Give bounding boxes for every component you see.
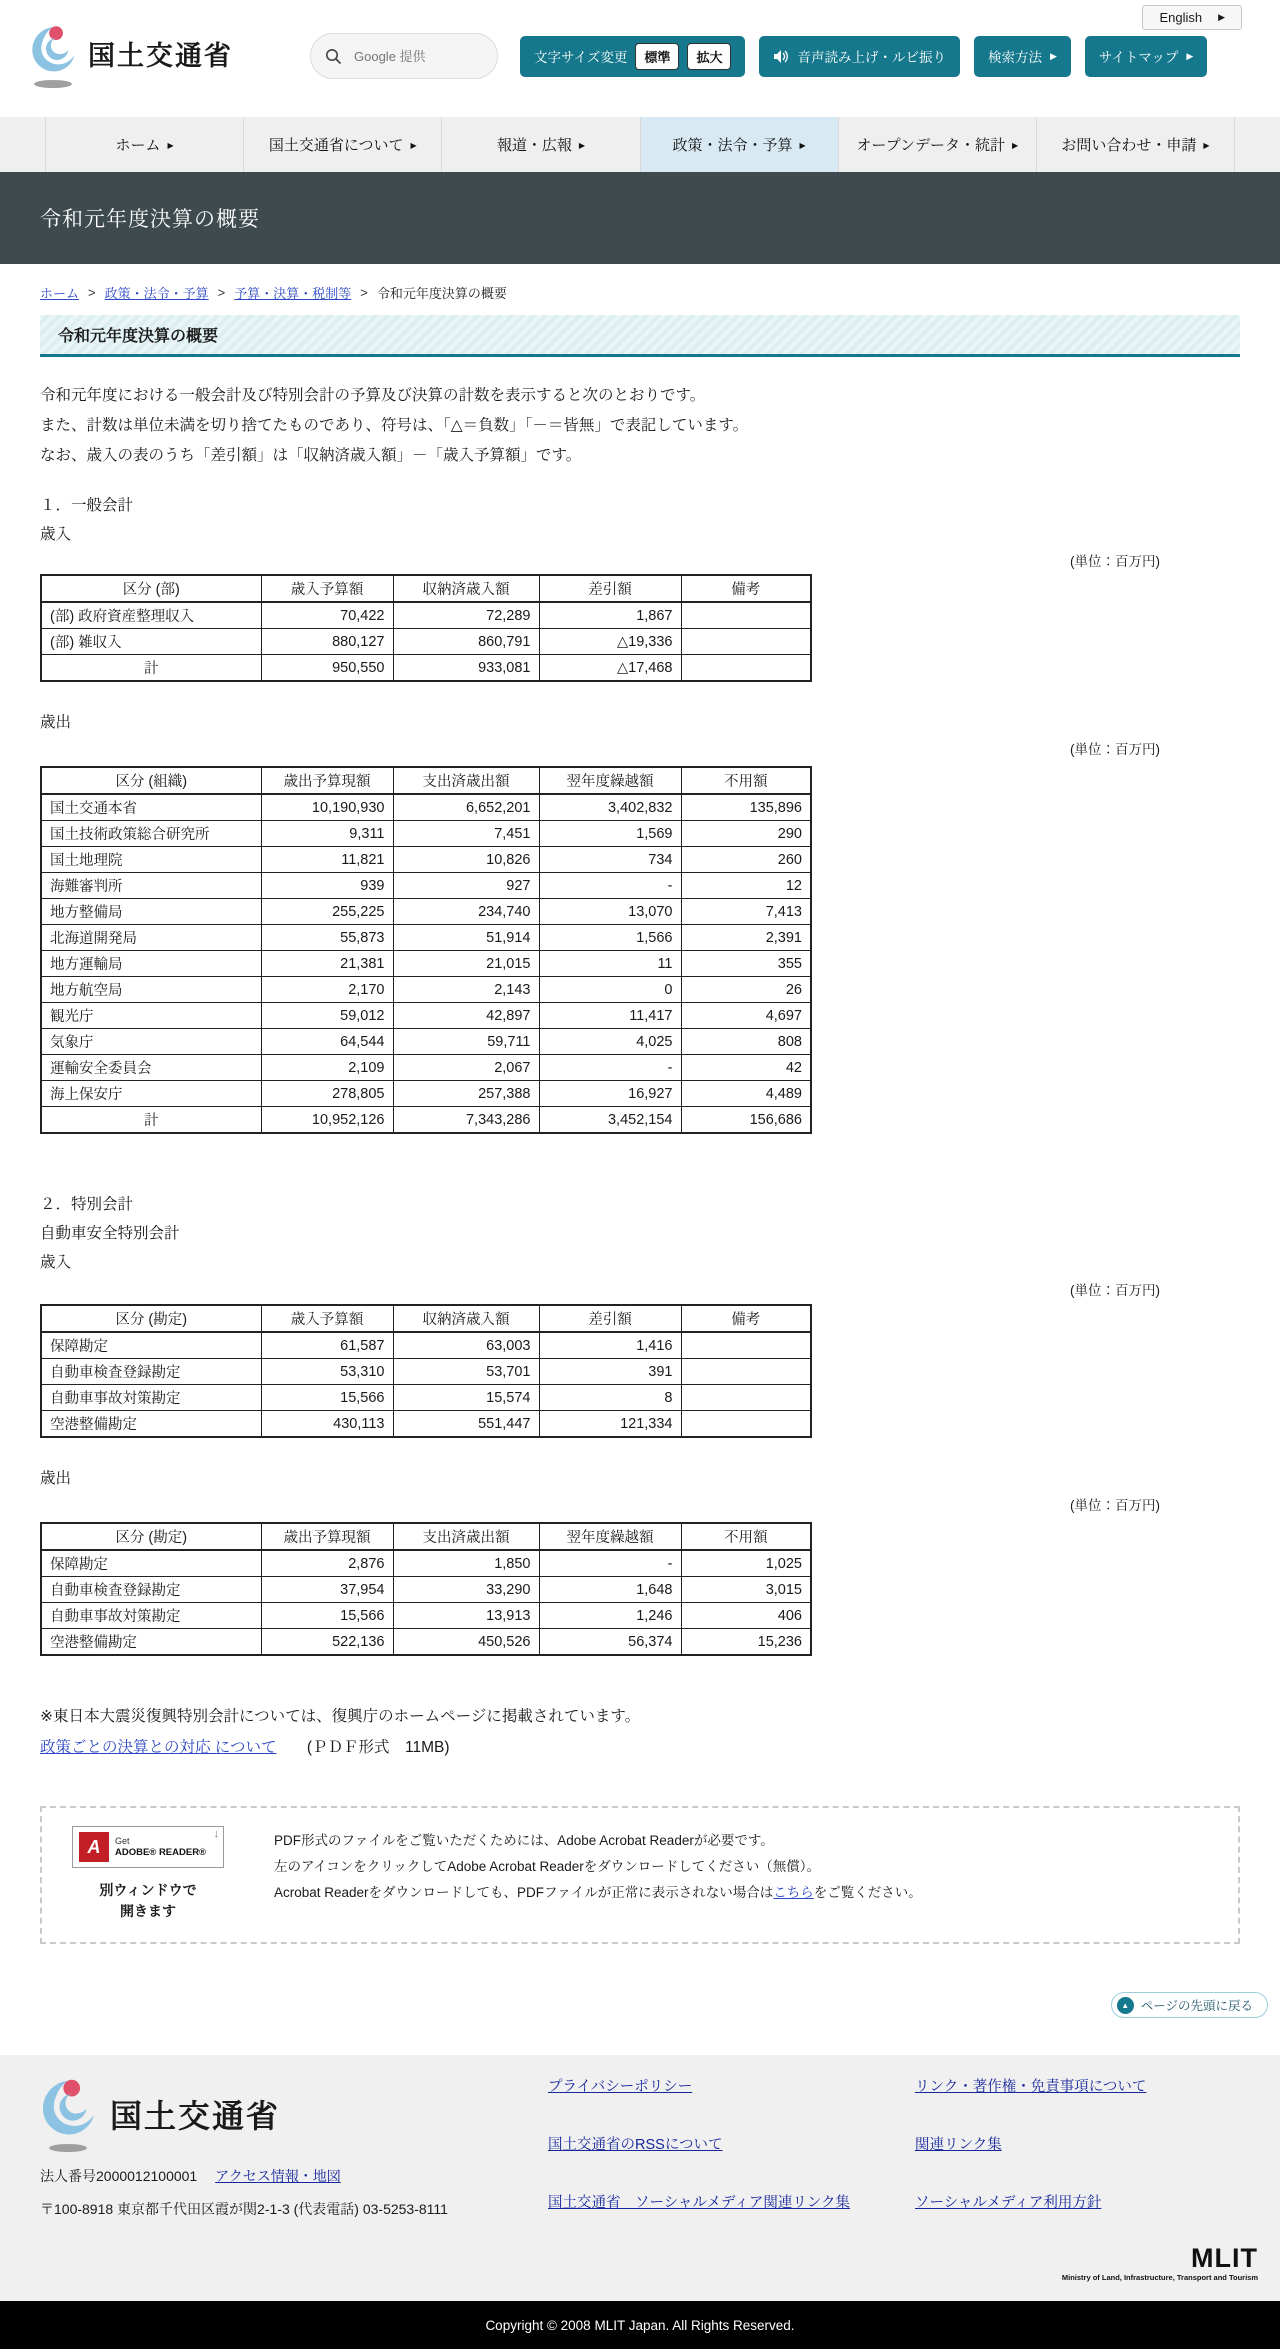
table-row — [41, 1029, 811, 1055]
row-label: 計 — [41, 655, 261, 682]
mlit-wordmark — [1062, 2245, 1258, 2282]
table-cell: 59,711 — [393, 1029, 539, 1055]
table-row — [41, 1332, 811, 1359]
table-cell: 1,025 — [681, 1550, 811, 1577]
special-expenditure-table — [40, 1522, 812, 1656]
row-label: 空港整備勘定 — [41, 1411, 261, 1438]
row-label: 地方整備局 — [41, 899, 261, 925]
chevron-right-icon: ▶ — [1186, 50, 1194, 61]
table-cell: 70,422 — [261, 602, 393, 629]
col-header: 差引額 — [539, 575, 681, 602]
chevron-right-icon: ▶ — [1049, 50, 1057, 61]
table-cell: 734 — [539, 847, 681, 873]
adobe-badge-text — [115, 1836, 206, 1858]
search-method-label: 検索方法 — [987, 50, 1042, 65]
table-cell — [681, 1359, 811, 1385]
table-cell: 21,381 — [261, 951, 393, 977]
col-header: 備考 — [681, 575, 811, 602]
table-cell: 1,569 — [539, 821, 681, 847]
unit-label: (単位：百万円) — [1070, 554, 1160, 569]
logo-shadow — [49, 2144, 87, 2152]
font-size-label: 文字サイズ変更 — [534, 50, 628, 65]
table-row — [41, 951, 811, 977]
table-cell: 10,190,930 — [261, 794, 393, 821]
table-cell: 9,311 — [261, 821, 393, 847]
access-map-link[interactable]: アクセス情報・地図 — [215, 2168, 341, 2184]
special-account-subheading: 自動車安全特別会計 — [40, 1225, 180, 1242]
table-row — [41, 1577, 811, 1603]
nav-label: お問い合わせ・申請 — [1061, 137, 1197, 154]
table-row — [41, 977, 811, 1003]
row-label: 自動車検査登録勘定 — [41, 1577, 261, 1603]
unit-label: (単位：百万円) — [1070, 1498, 1160, 1513]
table-cell: 522,136 — [261, 1629, 393, 1656]
table-cell: 15,236 — [681, 1629, 811, 1656]
adobe-badge-column — [62, 1826, 234, 1924]
revenue-label: 歳入 — [40, 526, 72, 543]
row-label: 自動車検査登録勘定 — [41, 1359, 261, 1385]
table-cell: 234,740 — [393, 899, 539, 925]
table-cell: 2,143 — [393, 977, 539, 1003]
table-row — [41, 1550, 811, 1577]
col-header: 収納済歳入額 — [393, 575, 539, 602]
col-header: 歳入予算額 — [261, 575, 393, 602]
table-cell: 939 — [261, 873, 393, 899]
col-header: 区分 (勘定) — [41, 1523, 261, 1550]
table-cell: 257,388 — [393, 1081, 539, 1107]
table-cell: 121,334 — [539, 1411, 681, 1438]
table-cell — [681, 655, 811, 682]
footer-link[interactable]: 国土交通省のRSSについて — [548, 2137, 723, 2153]
table-row — [41, 629, 811, 655]
site-title: 国土交通省 — [88, 41, 233, 71]
special-revenue-table — [40, 1304, 812, 1438]
chevron-right-icon: ▶ — [799, 141, 806, 150]
table-cell: 11,417 — [539, 1003, 681, 1029]
footer-link[interactable]: 国土交通省 ソーシャルメディア関連リンク集 — [548, 2195, 851, 2211]
pdf-link-row — [40, 1735, 1240, 1757]
col-header: 差引額 — [539, 1305, 681, 1332]
row-label: 気象庁 — [41, 1029, 261, 1055]
kochira-link[interactable]: こちら — [773, 1885, 814, 1900]
header-row — [0, 0, 1280, 88]
intro-line: また、計数は単位未満を切り捨てたものであり、符号は、「△＝負数」「－＝皆無」で表記しています。 — [40, 417, 749, 434]
chevron-right-icon: ▶ — [167, 141, 174, 150]
badge-reader-label: ADOBE® READER® — [115, 1847, 207, 1858]
table-cell — [681, 1385, 811, 1411]
table-cell: 808 — [681, 1029, 811, 1055]
policy-settlement-pdf-link[interactable]: 政策ごとの決算との対応 について — [40, 1739, 277, 1756]
audio-reading-label: 音声読み上げ・ルビ振り — [797, 50, 946, 65]
table-cell: 15,574 — [393, 1385, 539, 1411]
chevron-right-icon: ▶ — [1012, 141, 1019, 150]
table-cell: - — [539, 873, 681, 899]
breadcrumb-separator: > — [360, 285, 368, 300]
footer-logo — [40, 2077, 448, 2152]
general-account-heading: １．一般会計 — [40, 497, 134, 514]
nav-item-policy[interactable] — [640, 117, 838, 172]
col-header: 不用額 — [681, 1523, 811, 1550]
table-cell: 53,701 — [393, 1359, 539, 1385]
table-cell: 10,826 — [393, 847, 539, 873]
english-label: English — [1159, 10, 1203, 25]
footer-identity — [40, 2077, 448, 2219]
table-cell: 16,927 — [539, 1081, 681, 1107]
general-revenue-table — [40, 574, 812, 682]
table-cell: 63,003 — [393, 1332, 539, 1359]
sitemap-label: サイトマップ — [1098, 50, 1179, 65]
col-header: 収納済歳入額 — [393, 1305, 539, 1332]
unit-label: (単位：百万円) — [1070, 1283, 1160, 1298]
table-row — [41, 847, 811, 873]
audio-reading-button[interactable] — [759, 36, 960, 77]
table-row — [41, 1055, 811, 1081]
table-cell: 3,452,154 — [539, 1107, 681, 1134]
table-header-row — [41, 767, 811, 794]
table-cell: 11 — [539, 951, 681, 977]
footer-links-col2 — [915, 2075, 1146, 2212]
corporate-number-row — [40, 2166, 448, 2186]
table-header-row — [41, 1523, 811, 1550]
row-label: 地方航空局 — [41, 977, 261, 1003]
adobe-note-line: 左のアイコンをクリックしてAdobe Acrobat Readerをダウンロードしてください（無償）。 — [274, 1859, 821, 1874]
expenditure-label: 歳出 — [40, 714, 72, 731]
table-cell: 135,896 — [681, 794, 811, 821]
table-cell: 42,897 — [393, 1003, 539, 1029]
special-account-heading: ２．特別会計 — [40, 1196, 134, 1213]
row-label: 北海道開発局 — [41, 925, 261, 951]
table-cell: 6,652,201 — [393, 794, 539, 821]
adobe-note-line: PDF形式のファイルをご覧いただくためには、Adobe Acrobat Readerが必要です。 — [274, 1833, 774, 1848]
breadcrumb-separator: > — [88, 285, 96, 300]
col-header: 区分 (勘定) — [41, 1305, 261, 1332]
table-row — [41, 1359, 811, 1385]
row-label: 空港整備勘定 — [41, 1629, 261, 1656]
table-row — [41, 1385, 811, 1411]
nav-label: 国土交通省について — [268, 137, 404, 154]
table-row — [41, 1629, 811, 1656]
row-label: 自動車事故対策勘定 — [41, 1603, 261, 1629]
col-header: 支出済歳出額 — [393, 767, 539, 794]
global-nav — [0, 117, 1280, 172]
table-cell: 13,070 — [539, 899, 681, 925]
row-label: 観光庁 — [41, 1003, 261, 1029]
mlit-wordmark-text: MLIT — [1191, 2243, 1258, 2273]
table-cell: △19,336 — [539, 629, 681, 655]
table-cell: 2,391 — [681, 925, 811, 951]
nav-label: 報道・広報 — [496, 137, 572, 154]
table-cell: 10,952,126 — [261, 1107, 393, 1134]
mlit-swirl-icon — [40, 2077, 96, 2140]
table-cell: - — [539, 1550, 681, 1577]
row-label: 海難審判所 — [41, 873, 261, 899]
row-label: 国土技術政策総合研究所 — [41, 821, 261, 847]
table-cell: 0 — [539, 977, 681, 1003]
row-label: 自動車事故対策勘定 — [41, 1385, 261, 1411]
table-cell: 1,246 — [539, 1603, 681, 1629]
table-cell: 290 — [681, 821, 811, 847]
breadcrumb-home[interactable]: ホーム — [40, 286, 80, 301]
row-label: 国土地理院 — [41, 847, 261, 873]
search-input[interactable] — [352, 48, 476, 65]
mlit-logo-icon — [30, 24, 76, 88]
table-cell: 1,416 — [539, 1332, 681, 1359]
table-cell: 1,566 — [539, 925, 681, 951]
adobe-reader-box — [40, 1806, 1240, 1944]
row-label: 国土交通本省 — [41, 794, 261, 821]
row-label: 保障勘定 — [41, 1550, 261, 1577]
table-row — [41, 899, 811, 925]
back-to-top-row — [68, 1992, 1268, 2018]
row-label: (部) 政府資産整理収入 — [41, 602, 261, 629]
main-content — [40, 283, 1253, 2018]
nav-item-home[interactable] — [45, 117, 243, 172]
table-cell: △17,468 — [539, 655, 681, 682]
table-cell: 2,876 — [261, 1550, 393, 1577]
nav-label: ホーム — [115, 137, 161, 154]
nav-item-opendata[interactable] — [838, 117, 1036, 172]
table-cell: 860,791 — [393, 629, 539, 655]
table-cell: 64,544 — [261, 1029, 393, 1055]
table-cell: 55,873 — [261, 925, 393, 951]
chevron-right-icon: ▶ — [1218, 12, 1225, 22]
footer-site-title: 国土交通省 — [110, 2098, 281, 2134]
footer-address: 〒100-8918 東京都千代田区霞が関2-1-3 (代表電話) 03-5253-8111 — [40, 2201, 448, 2217]
footer-links-col1 — [548, 2075, 850, 2212]
table-row — [41, 1081, 811, 1107]
table-cell: 53,310 — [261, 1359, 393, 1385]
table-cell: 933,081 — [393, 655, 539, 682]
table-cell: 927 — [393, 873, 539, 899]
table-cell: 430,113 — [261, 1411, 393, 1438]
footer-link[interactable]: ソーシャルメディア利用方針 — [915, 2195, 1102, 2211]
table-cell: 880,127 — [261, 629, 393, 655]
footer-link[interactable]: リンク・著作権・免責事項について — [915, 2079, 1147, 2095]
row-label: 地方運輸局 — [41, 951, 261, 977]
new-window-note: 別ウィンドウで 開きます — [99, 1882, 197, 1919]
table-row — [41, 794, 811, 821]
adobe-note-text — [274, 1826, 922, 1924]
pdf-format-note: (ＰＤＦ形式 11MB) — [306, 1739, 450, 1756]
back-to-top-label: ページの先頭に戻る — [1140, 1999, 1253, 2013]
copyright-bar — [0, 2301, 1280, 2349]
mlit-logo — [30, 24, 254, 88]
mlit-swirl-icon — [30, 24, 76, 76]
table-cell: 13,913 — [393, 1603, 539, 1629]
col-header: 翌年度繰越額 — [539, 767, 681, 794]
table-row — [41, 873, 811, 899]
get-adobe-reader-button[interactable] — [72, 1826, 224, 1868]
table-cell: 260 — [681, 847, 811, 873]
table-cell: 4,697 — [681, 1003, 811, 1029]
table-cell: 42 — [681, 1055, 811, 1081]
footer-link[interactable]: 関連リンク集 — [915, 2137, 1002, 2153]
sitemap-button[interactable] — [1085, 36, 1207, 77]
table-cell: 56,374 — [539, 1629, 681, 1656]
chevron-right-icon: ▶ — [1203, 141, 1210, 150]
row-label: 保障勘定 — [41, 1332, 261, 1359]
search-method-button[interactable] — [974, 36, 1071, 77]
col-header: 備考 — [681, 1305, 811, 1332]
intro-line: 令和元年度における一般会計及び特別会計の予算及び決算の計数を表示すると次のとおりです。 — [40, 387, 706, 404]
nav-item-contact[interactable] — [1036, 117, 1235, 172]
table-cell: 450,526 — [393, 1629, 539, 1656]
table-cell: 3,015 — [681, 1577, 811, 1603]
table-cell: 156,686 — [681, 1107, 811, 1134]
badge-get-label: Get — [115, 1836, 130, 1846]
table-total-row — [41, 655, 811, 682]
row-label: 海上保安庁 — [41, 1081, 261, 1107]
adobe-reader-icon: A — [79, 1832, 109, 1862]
table-row — [41, 821, 811, 847]
table-cell: 59,012 — [261, 1003, 393, 1029]
table-cell: 391 — [539, 1359, 681, 1385]
table-cell: 1,850 — [393, 1550, 539, 1577]
table-cell: 3,402,832 — [539, 794, 681, 821]
table-cell: 11,821 — [261, 847, 393, 873]
logo-shadow — [34, 80, 72, 88]
table-cell: 355 — [681, 951, 811, 977]
table-header-row — [41, 1305, 811, 1332]
table-cell: - — [539, 1055, 681, 1081]
table-row — [41, 1411, 811, 1438]
col-header: 区分 (組織) — [41, 767, 261, 794]
col-header: 歳出予算現額 — [261, 1523, 393, 1550]
table-cell: 7,413 — [681, 899, 811, 925]
page-title: 令和元年度決算の概要 — [40, 208, 260, 231]
table-cell: 37,954 — [261, 1577, 393, 1603]
table-cell: 8 — [539, 1385, 681, 1411]
nav-item-press[interactable] — [441, 117, 639, 172]
table-cell: 61,587 — [261, 1332, 393, 1359]
breadcrumb-current: 令和元年度決算の概要 — [376, 286, 507, 301]
table-cell: 15,566 — [261, 1603, 393, 1629]
table-row — [41, 1003, 811, 1029]
col-header: 翌年度繰越額 — [539, 1523, 681, 1550]
table-row — [41, 1603, 811, 1629]
speaker-icon — [773, 49, 789, 64]
table-cell: 15,566 — [261, 1385, 393, 1411]
table-cell: 4,489 — [681, 1081, 811, 1107]
arrow-up-icon: ▲ — [1117, 1997, 1134, 2014]
nav-item-about[interactable] — [243, 117, 441, 172]
col-header: 歳出予算現額 — [261, 767, 393, 794]
footer-link[interactable]: プライバシーポリシー — [548, 2079, 693, 2095]
table-cell: 26 — [681, 977, 811, 1003]
mlit-logo-icon — [40, 2077, 96, 2152]
row-label: 計 — [41, 1107, 261, 1134]
table-cell: 278,805 — [261, 1081, 393, 1107]
search-icon — [325, 48, 342, 65]
font-size-button — [520, 36, 745, 77]
reconstruction-note: ※東日本大震災復興特別会計については、復興庁のホームページに掲載されています。 — [40, 1708, 641, 1725]
table-cell: 2,067 — [393, 1055, 539, 1081]
table-total-row — [41, 1107, 811, 1134]
back-to-top-button[interactable] — [1111, 1992, 1268, 2018]
table-cell: 1,648 — [539, 1577, 681, 1603]
table-cell: 2,170 — [261, 977, 393, 1003]
col-header: 支出済歳出額 — [393, 1523, 539, 1550]
breadcrumb — [40, 283, 1240, 302]
table-cell: 7,451 — [393, 821, 539, 847]
expenditure-label: 歳出 — [40, 1470, 72, 1487]
table-cell — [681, 602, 811, 629]
table-cell: 12 — [681, 873, 811, 899]
mlit-tagline: Ministry of Land, Infrastructure, Transport and Tourism — [1061, 2273, 1258, 2282]
table-cell — [681, 1411, 811, 1438]
table-cell: 7,343,286 — [393, 1107, 539, 1134]
breadcrumb-policy[interactable]: 政策・法令・予算 — [104, 286, 209, 301]
intro-paragraph — [40, 381, 1240, 471]
section-heading-box: 令和元年度決算の概要 — [40, 315, 1240, 357]
chevron-right-icon: ▶ — [410, 141, 417, 150]
english-button[interactable] — [1142, 5, 1242, 30]
top-bar — [0, 0, 1280, 117]
intro-line: なお、歳入の表のうち「差引額」は「収納済歳入額」－「歳入予算額」です。 — [40, 447, 582, 464]
adobe-note-line: Acrobat Readerをダウンロードしても、PDFファイルが正常に表示されない場合はこちらをご覧ください。 — [274, 1885, 922, 1900]
table-cell: 21,015 — [393, 951, 539, 977]
download-arrow-icon: ↓ — [213, 1828, 219, 1840]
table-cell: 950,550 — [261, 655, 393, 682]
page-banner — [0, 172, 1280, 264]
table-cell: 2,109 — [261, 1055, 393, 1081]
table-cell: 255,225 — [261, 899, 393, 925]
table-cell: 51,914 — [393, 925, 539, 951]
nav-label: オープンデータ・統計 — [856, 137, 1006, 154]
breadcrumb-separator: > — [217, 285, 226, 300]
table-cell: 4,025 — [539, 1029, 681, 1055]
table-cell — [681, 629, 811, 655]
col-header: 区分 (部) — [41, 575, 261, 602]
header-buttons — [520, 36, 1207, 77]
table-cell: 72,289 — [393, 602, 539, 629]
table-header-row — [41, 575, 811, 602]
nav-label: 政策・法令・予算 — [672, 137, 793, 154]
table-cell: 33,290 — [393, 1577, 539, 1603]
general-expenditure-table — [40, 766, 812, 1134]
font-large-button[interactable]: 拡大 — [687, 43, 731, 70]
breadcrumb-budget[interactable]: 予算・決算・税制等 — [234, 286, 352, 301]
table-cell: 551,447 — [393, 1411, 539, 1438]
unit-label: (単位：百万円) — [1070, 742, 1160, 757]
site-search[interactable] — [310, 33, 498, 79]
revenue-label: 歳入 — [40, 1254, 72, 1271]
table-cell — [681, 1332, 811, 1359]
chevron-right-icon: ▶ — [578, 141, 586, 150]
table-row — [41, 925, 811, 951]
col-header: 不用額 — [681, 767, 811, 794]
copyright-text: Copyright © 2008 MLIT Japan. All Rights Reserved. — [485, 2317, 795, 2333]
corporate-number: 法人番号2000012100001 — [40, 2168, 198, 2184]
font-standard-button[interactable]: 標準 — [635, 43, 679, 70]
table-cell: 1,867 — [539, 602, 681, 629]
footer — [0, 2055, 1280, 2301]
table-cell: 406 — [681, 1603, 811, 1629]
row-label: 運輸安全委員会 — [41, 1055, 261, 1081]
col-header: 歳入予算額 — [261, 1305, 393, 1332]
table-row — [41, 602, 811, 629]
row-label: (部) 雑収入 — [41, 629, 261, 655]
